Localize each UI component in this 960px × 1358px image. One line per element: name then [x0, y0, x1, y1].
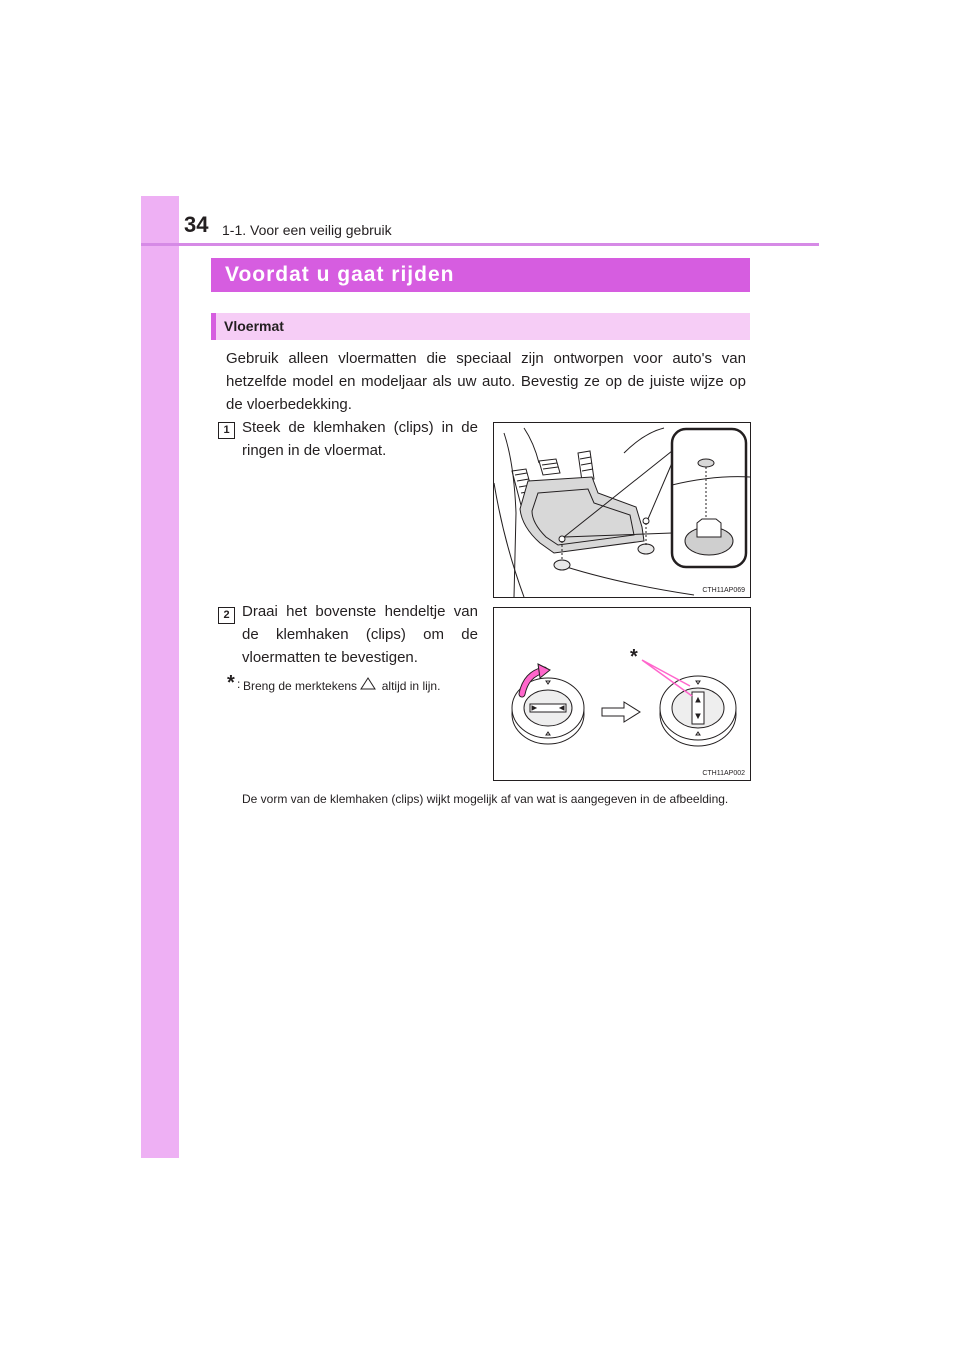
- note-colon: :: [237, 677, 241, 691]
- header-divider: [141, 243, 819, 246]
- sub-heading-bar: [211, 313, 216, 340]
- main-heading-text: Voordat u gaat rijden: [225, 263, 455, 286]
- step-text-2: Draai het bovenste hendeltje van de klemhaken (clips) om de vloermatten te bevestigen.: [242, 603, 478, 666]
- figure-floor-mat: [493, 422, 751, 598]
- step-text-1: Steek de klemhaken (clips) in de ringen in de vloermat.: [242, 419, 478, 459]
- figure-caption: De vorm van de klemhaken (clips) wijkt mogelijk af van wat is aangegeven in de afbeelding.: [242, 792, 729, 806]
- figure-clip-rotation: [493, 607, 751, 781]
- floor-mat-illustration: [494, 423, 750, 597]
- triangle-outline-icon: [360, 677, 378, 695]
- main-heading: [211, 258, 750, 292]
- section-title: 1-1. Voor een veilig gebruik: [222, 222, 392, 238]
- step-number-1: 1: [218, 422, 235, 439]
- figure-code: CTH11AP069: [702, 587, 745, 594]
- clip-rotation-illustration: [494, 608, 750, 780]
- page-number: 34: [184, 212, 209, 237]
- step-number-2: 2: [218, 607, 235, 624]
- note-text: [243, 677, 479, 695]
- figure-code: CTH11AP002: [702, 770, 745, 777]
- sidebar-tab: [141, 196, 179, 1158]
- sub-heading-text: Vloermat: [224, 318, 284, 334]
- note-text-start: Breng de merktekens: [243, 679, 358, 693]
- note-star: *: [227, 672, 235, 694]
- sub-heading: [211, 313, 750, 340]
- intro-paragraph: Gebruik alleen vloermatten die speciaal zijn ontworpen voor auto's van hetzelfde model en modeljaar als uw auto. Bevestig ze op de juiste wijze op de vloerbedekking.: [226, 350, 746, 413]
- note-text-end: altijd in lijn.: [381, 679, 441, 693]
- figure-asterisk: *: [630, 646, 638, 668]
